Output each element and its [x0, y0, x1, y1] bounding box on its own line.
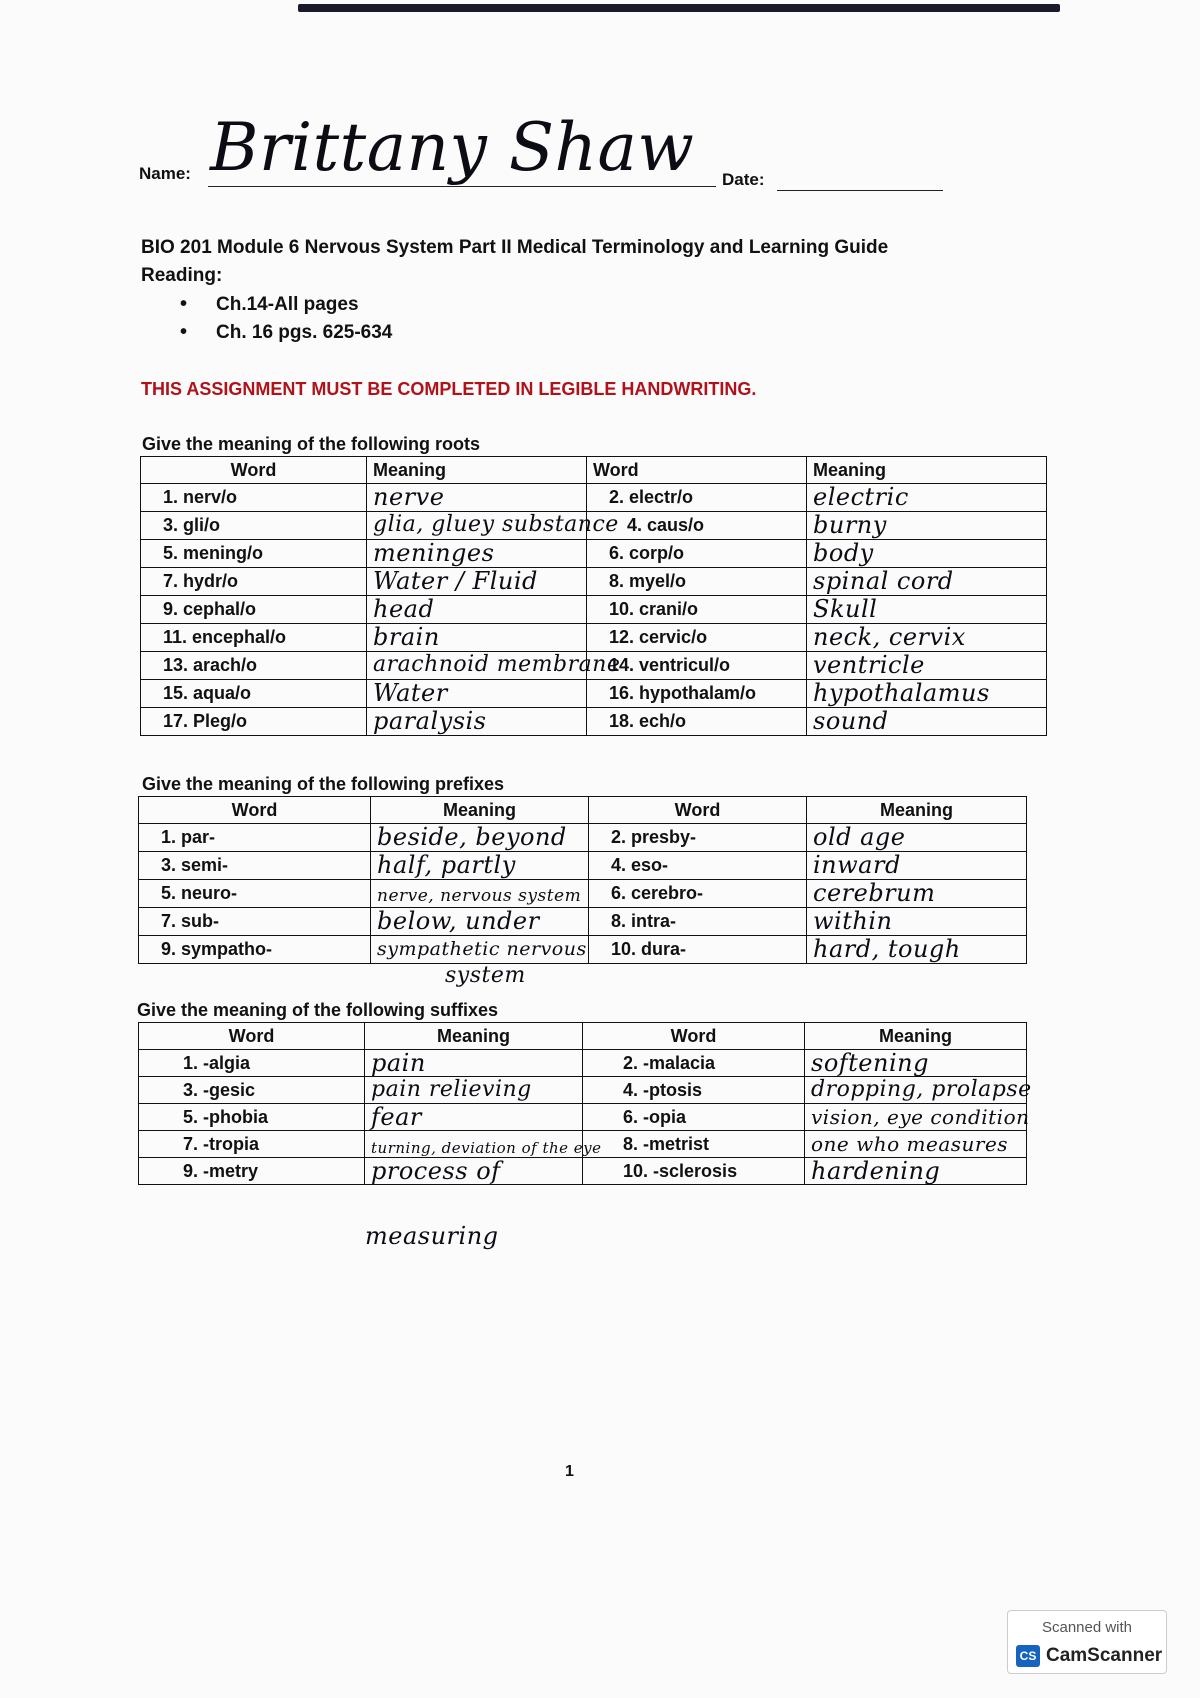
date-line: [777, 190, 943, 191]
column-header: Meaning: [805, 1023, 1027, 1050]
handwritten-answer: cerebrum: [813, 879, 936, 907]
handwritten-answer: Water / Fluid: [373, 567, 538, 595]
meaning-cell: [807, 624, 1047, 652]
handwritten-answer: spinal cord: [813, 567, 954, 595]
term-cell: 6. corp/o: [587, 540, 807, 568]
handwritten-answer: arachnoid membrane: [373, 652, 621, 677]
meaning-cell: [367, 568, 587, 596]
column-header: Meaning: [807, 797, 1027, 824]
column-header: Word: [141, 457, 367, 484]
handwritten-answer: dropping, prolapse: [811, 1077, 1032, 1102]
handwritten-answer: nerve, nervous system: [377, 886, 582, 906]
roots-heading: Give the meaning of the following roots: [142, 434, 481, 454]
term-cell: 1. par-: [139, 824, 371, 852]
meaning-cell: [807, 652, 1047, 680]
meaning-cell: [807, 680, 1047, 708]
meaning-cell: [367, 540, 587, 568]
term-cell: 5. neuro-: [139, 880, 371, 908]
meaning-cell: [807, 484, 1047, 512]
prefixes-heading: Give the meaning of the following prefixes: [142, 774, 505, 794]
meaning-cell: [805, 1077, 1032, 1104]
term-cell: 10. crani/o: [587, 596, 807, 624]
meaning-cell: [807, 596, 1047, 624]
term-cell: 13. arach/o: [141, 652, 367, 680]
meaning-cell: [367, 652, 621, 680]
meaning-cell: [807, 824, 1027, 852]
handwriting-warning: THIS ASSIGNMENT MUST BE COMPLETED IN LEGIBLE HANDWRITING.: [141, 379, 757, 399]
meaning-cell: [805, 1131, 1027, 1158]
date-label: Date:: [722, 170, 765, 189]
table-header-row: [139, 797, 1027, 824]
handwritten-overflow: measuring: [365, 1222, 499, 1250]
table-row: [139, 908, 1027, 936]
meaning-cell: [807, 708, 1047, 736]
table-row: [141, 512, 1047, 540]
term-cell: 8. myel/o: [587, 568, 807, 596]
term-cell: 12. cervic/o: [587, 624, 807, 652]
meaning-cell: [365, 1158, 583, 1185]
meaning-cell: [807, 880, 1027, 908]
handwritten-answer: brain: [373, 623, 440, 651]
handwritten-answer: Water: [373, 679, 448, 707]
table-row: [139, 824, 1027, 852]
table-row: [141, 680, 1047, 708]
handwritten-answer: head: [373, 595, 435, 623]
handwritten-answer: ventricle: [813, 651, 925, 679]
handwritten-answer: glia, gluey substance: [373, 512, 619, 537]
meaning-cell: [371, 908, 589, 936]
term-cell: 3. semi-: [139, 852, 371, 880]
handwritten-answer: paralysis: [373, 707, 487, 735]
term-cell: 10. -sclerosis: [583, 1158, 805, 1185]
column-header: Meaning: [807, 457, 1047, 484]
meaning-cell: [367, 484, 587, 512]
meaning-cell: [371, 880, 589, 908]
handwritten-answer: hypothalamus: [813, 679, 990, 707]
camscanner-logo-icon: CS: [1016, 1645, 1040, 1667]
table-row: [141, 624, 1047, 652]
meaning-cell: [807, 936, 1027, 964]
meaning-cell: [807, 568, 1047, 596]
table-row: [141, 484, 1047, 512]
term-cell: 3. -gesic: [139, 1077, 365, 1104]
term-cell: 6. -opia: [583, 1104, 805, 1131]
table-row: [141, 708, 1047, 736]
handwritten-answer: nerve: [373, 483, 445, 511]
term-cell: 14. ventricul/o: [587, 652, 807, 680]
term-cell: 1. nerv/o: [141, 484, 367, 512]
table-row: [139, 936, 1027, 964]
handwritten-answer: sound: [813, 707, 889, 735]
column-header: Meaning: [371, 797, 589, 824]
handwritten-answer: within: [813, 907, 893, 935]
table-row: [139, 1050, 1027, 1077]
page-number: 1: [565, 1463, 574, 1480]
term-cell: 7. hydr/o: [141, 568, 367, 596]
scan-top-edge: [298, 4, 1060, 12]
meaning-cell: [807, 852, 1027, 880]
handwritten-answer: old age: [813, 823, 906, 851]
handwritten-answer: vision, eye condition: [811, 1105, 1030, 1129]
meaning-cell: [805, 1158, 1027, 1185]
term-cell: 2. electr/o: [587, 484, 807, 512]
handwritten-answer: pain: [371, 1049, 426, 1077]
meaning-cell: [805, 1104, 1030, 1131]
term-cell: 4. -ptosis: [583, 1077, 805, 1104]
term-cell: 2. presby-: [589, 824, 807, 852]
column-header: Word: [139, 1023, 365, 1050]
handwritten-answer: fear: [371, 1103, 422, 1131]
handwritten-answer: turning, deviation of the eye: [371, 1139, 602, 1157]
meaning-cell: [367, 708, 587, 736]
meaning-cell: [367, 680, 587, 708]
meaning-cell: [807, 908, 1027, 936]
meaning-cell: [365, 1050, 583, 1077]
camscanner-watermark: [1007, 1610, 1167, 1674]
handwritten-answer: neck, cervix: [813, 623, 966, 651]
term-cell: 7. sub-: [139, 908, 371, 936]
term-cell: 7. -tropia: [139, 1131, 365, 1158]
term-cell: 18. ech/o: [587, 708, 807, 736]
meaning-cell: [365, 1104, 583, 1131]
meaning-cell: [807, 512, 1047, 540]
handwritten-answer: meninges: [373, 539, 495, 567]
handwritten-answer: sympathetic nervous: [377, 938, 587, 960]
term-cell: 8. intra-: [589, 908, 807, 936]
camscanner-brand: CamScanner: [1046, 1645, 1163, 1666]
suffixes-heading: Give the meaning of the following suffixes: [137, 1000, 499, 1020]
handwritten-answer: softening: [811, 1049, 929, 1077]
handwritten-answer: hard, tough: [813, 935, 961, 963]
term-cell: 16. hypothalam/o: [587, 680, 807, 708]
scanned-with-label: Scanned with: [1041, 1619, 1133, 1636]
handwritten-answer: process of: [371, 1157, 501, 1185]
term-cell: 3. gli/o: [141, 512, 367, 540]
term-cell: 9. -metry: [139, 1158, 365, 1185]
table-row: [139, 1131, 1027, 1158]
suffixes-table: [138, 1022, 1032, 1185]
handwritten-overflow: system: [445, 963, 526, 988]
handwritten-answer: body: [813, 539, 874, 567]
reading-list: [180, 294, 392, 350]
handwritten-answer: hardening: [811, 1157, 941, 1185]
term-cell: 5. mening/o: [141, 540, 367, 568]
handwritten-answer: electric: [813, 483, 909, 511]
table-row: [139, 1158, 1027, 1185]
meaning-cell: [371, 824, 589, 852]
handwritten-answer: pain relieving: [371, 1077, 532, 1102]
term-cell: 4. eso-: [589, 852, 807, 880]
term-cell: 2. -malacia: [583, 1050, 805, 1077]
page-title: BIO 201 Module 6 Nervous System Part II Medical Terminology and Learning Guide: [141, 237, 889, 258]
table-header-row: [141, 457, 1047, 484]
term-cell: 11. encephal/o: [141, 624, 367, 652]
term-cell: 1. -algia: [139, 1050, 365, 1077]
column-header: Meaning: [365, 1023, 583, 1050]
term-cell: 9. sympatho-: [139, 936, 371, 964]
table-header-row: [139, 1023, 1027, 1050]
term-cell: 9. cephal/o: [141, 596, 367, 624]
handwritten-answer: half, partly: [377, 851, 516, 879]
column-header: Word: [139, 797, 371, 824]
prefixes-table: [138, 796, 1027, 964]
handwritten-answer: burny: [813, 511, 887, 539]
term-cell: 17. Pleg/o: [141, 708, 367, 736]
meaning-cell: [371, 936, 589, 964]
handwritten-answer: one who measures: [811, 1132, 1009, 1156]
reading-item: • Ch.14-All pages: [180, 294, 392, 322]
column-header: Word: [583, 1023, 805, 1050]
table-row: [139, 880, 1027, 908]
meaning-cell: [367, 596, 587, 624]
reading-item: • Ch. 16 pgs. 625-634: [180, 322, 392, 350]
meaning-cell: [367, 624, 587, 652]
handwritten-answer: beside, beyond: [377, 823, 567, 851]
term-cell: 8. -metrist: [583, 1131, 805, 1158]
table-row: [141, 596, 1047, 624]
meaning-cell: [807, 540, 1047, 568]
meaning-cell: [805, 1050, 1027, 1077]
table-row: [141, 540, 1047, 568]
term-cell: 15. aqua/o: [141, 680, 367, 708]
column-header: Word: [587, 457, 807, 484]
meaning-cell: [371, 852, 589, 880]
name-line: [208, 186, 716, 187]
table-row: [139, 1077, 1027, 1104]
term-cell: 10. dura-: [589, 936, 807, 964]
term-cell: 5. -phobia: [139, 1104, 365, 1131]
handwritten-answer: inward: [813, 851, 901, 879]
meaning-cell: [365, 1077, 583, 1104]
table-row: [139, 852, 1027, 880]
column-header: Meaning: [367, 457, 587, 484]
term-cell: 6. cerebro-: [589, 880, 807, 908]
roots-table: [140, 456, 1047, 736]
handwritten-answer: Skull: [813, 595, 878, 623]
meaning-cell: [365, 1131, 602, 1158]
column-header: Word: [589, 797, 807, 824]
handwritten-answer: below, under: [377, 907, 540, 935]
name-signature: Brittany Shaw: [210, 109, 695, 186]
meaning-cell: [367, 512, 619, 540]
table-row: [141, 652, 1047, 680]
term-cell: 4. caus/o: [587, 512, 807, 540]
table-row: [141, 568, 1047, 596]
table-row: [139, 1104, 1027, 1131]
name-label: Name:: [139, 164, 191, 183]
reading-label: Reading:: [141, 265, 223, 286]
